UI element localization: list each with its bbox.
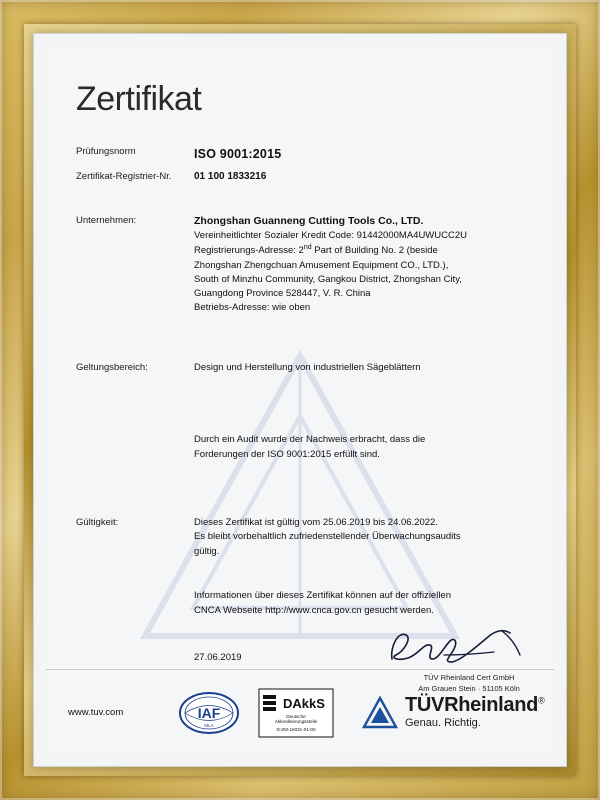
field-label: Zertifikat-Registrier-Nr.: [76, 171, 172, 183]
certificate-document: [46, 46, 554, 755]
info-line: CNCA Webseite http://www.cnca.gov.cn gesucht werden.: [194, 604, 434, 616]
page-title: Zertifikat: [76, 80, 202, 118]
tuv-website-url: www.tuv.com: [68, 707, 124, 718]
svg-text:Akkreditierungsstelle: Akkreditierungsstelle: [274, 718, 318, 724]
issuer-line: TÜV Rheinland Cert GmbH: [423, 673, 515, 683]
company-address-line: Vereinheitlichter Sozialer Kredit Code: 91442000MA4UWUCC2U: [194, 229, 467, 241]
info-line: Informationen über dieses Zertifikat können auf der offiziellen: [194, 589, 452, 601]
svg-text:DAkkS: DAkkS: [283, 695, 325, 711]
company-address-line: Registrierungs-Adresse: 2nd Part of Building No. 2 (beside: [194, 244, 438, 257]
validity-line: Dieses Zertifikat ist gültig vom 25.06.2019 bis 24.06.2022.: [194, 516, 438, 528]
signature-icon: [384, 625, 534, 671]
dakks-logo-icon: [258, 688, 334, 738]
tuv-triangle-icon: [362, 695, 398, 731]
audit-statement-block: [76, 433, 524, 462]
company-address-line: Betriebs-Adresse: wie oben: [194, 302, 311, 314]
svg-text:Deutsche: Deutsche: [286, 713, 306, 719]
issuer-line: Am Grauen Stein · 51105 Köln: [418, 683, 520, 693]
registered-mark: ®: [538, 695, 545, 706]
validity-line: Es bleibt vorbehaltlich zufriedenstellender Überwachungsaudits: [194, 531, 461, 543]
company-details: [194, 214, 467, 316]
tuv-rheinland-logo: [362, 695, 544, 731]
svg-text:D-ZM-16031-01-00: D-ZM-16031-01-00: [276, 726, 316, 732]
accreditation-logos: [178, 688, 544, 738]
document-footer: [46, 669, 554, 755]
field-value: 01 100 1833216: [194, 171, 267, 183]
audit-statement-line: Forderungen der ISO 9001:2015 erfüllt sind.: [194, 448, 380, 460]
company-label: Unternehmen:: [76, 214, 137, 226]
tuv-brand-name: TÜVRheinland®: [405, 694, 545, 717]
info-value: [194, 589, 451, 618]
tuv-slogan: Genau. Richtig.: [405, 717, 481, 730]
company-block: [76, 214, 524, 316]
field-value: ISO 9001:2015: [194, 147, 282, 161]
company-address-line: Zhongshan Zhengchuan Amusement Equipment CO., LTD.),: [194, 259, 449, 271]
svg-text:IAF: IAF: [197, 704, 221, 721]
field-row-registriernr: [76, 170, 524, 185]
company-address-line: South of Minzhu Community, Gangkou District, Zhongshan City,: [194, 273, 462, 285]
validity-label: Gültigkeit:: [76, 516, 119, 528]
scope-block: [76, 361, 524, 375]
company-name: Zhongshan Guanneng Cutting Tools Co., LTD.: [194, 214, 424, 227]
audit-statement: [194, 433, 425, 462]
scope-value: Design und Herstellung von industriellen Sägeblättern: [194, 361, 421, 373]
field-label: Prüfungsnorm: [76, 146, 136, 157]
audit-statement-line: Durch ein Audit wurde der Nachweis erbracht, dass die: [194, 434, 426, 446]
field-row-pruefungsnorm: [76, 145, 524, 163]
company-address-line: Guangdong Province 528447, V. R. China: [194, 288, 371, 299]
validity-line: gültig.: [194, 546, 220, 558]
info-spacer: [76, 589, 194, 618]
issue-date: 27.06.2019: [194, 652, 242, 664]
scope-label: Geltungsbereich:: [76, 361, 148, 373]
audit-statement-spacer: [76, 433, 194, 462]
validity-value: [194, 516, 461, 560]
svg-text:MLA: MLA: [204, 722, 214, 728]
iaf-logo-icon: [178, 690, 240, 736]
validity-block: [76, 516, 524, 560]
info-block: [76, 589, 524, 618]
